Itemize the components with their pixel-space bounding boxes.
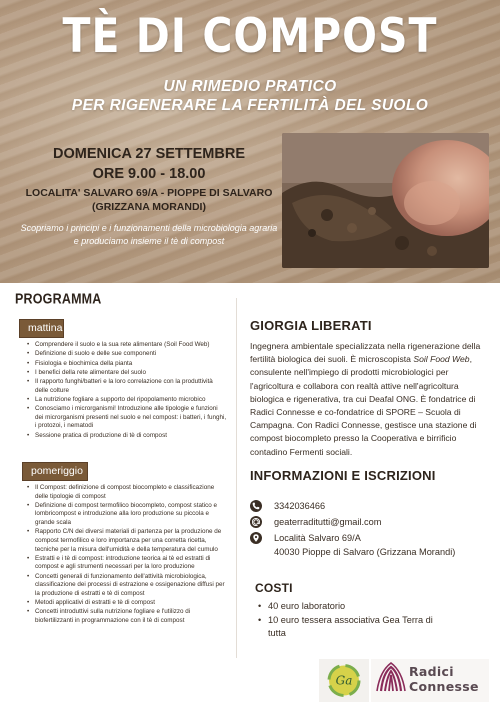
mattina-list <box>27 341 227 441</box>
speaker-bio-text: Ingegnera ambientale specializzata nella rigenerazione della fertilità biologica dei suoli. È microscopista <box>250 341 481 365</box>
list-item: • Fisiologia e biochimica della pianta <box>27 360 227 369</box>
gea-logo <box>319 659 369 702</box>
list-item: • Definizione di compost termofilico biocompleto, compost statico e lombricompost e introduzione alla loro produzione su piccola e grande scala <box>27 502 227 528</box>
list-item: • Concetti introduttivi sulla nutrizione fogliare e l'utilizzo di biofertilizzanti in programmazione con il tè di compost <box>27 608 227 625</box>
rc-line-2: Connesse <box>409 679 479 694</box>
event-location-sub: (GRIZZANA MORANDI) <box>92 201 206 213</box>
event-title: TÈ DI COMPOST <box>62 8 438 64</box>
list-item: • Rapporto C/N dei diversi materiali di partenza per la produzione de compost termofilico e loro importanza per una corretta ricetta, tecniche per la misura dell'umidità e della temperatura del cumulo <box>27 528 227 554</box>
list-item: • Estratti e i tè di compost: introduzione teorica ai tè ed estratti di compost e agli strumenti necessari per la loro produzione <box>27 555 227 572</box>
address-line-2: 40030 Pioppe di Salvaro (Grizzana Morandi) <box>274 547 456 557</box>
location-pin-icon <box>250 532 262 544</box>
list-item: • Definizione di suolo e delle sue componenti <box>27 350 227 359</box>
list-item: • La nutrizione fogliare a supporto del ripopolamento microbico <box>27 396 227 405</box>
list-item: • 10 euro tessera associativa Gea Terra di tutta <box>258 614 438 641</box>
rc-line-1: Radici <box>409 664 454 679</box>
pomeriggio-list <box>27 484 227 626</box>
compost-photo-image <box>282 133 489 268</box>
column-divider <box>236 298 237 658</box>
radici-connesse-logo <box>371 659 489 702</box>
event-intro: Scopriamo i principi e i funzionamenti della microbiologia agraria e produciamo insieme il tè di compost <box>20 223 278 246</box>
phone-number[interactable]: 3342036466 <box>274 501 326 511</box>
gea-logo-text: Ga <box>335 673 353 688</box>
event-location: LOCALITA' SALVARO 69/A - PIOPPE DI SALVARO <box>25 187 273 199</box>
costi-title: COSTI <box>255 581 293 595</box>
phone-icon <box>250 500 262 512</box>
pomeriggio-label: pomeriggio <box>22 462 88 481</box>
list-item: • Il rapporto funghi/batteri e la loro correlazione con la produttività delle colture <box>27 378 227 395</box>
address <box>274 531 484 559</box>
email-address[interactable]: geaterradituttі@gmail.com <box>274 517 382 527</box>
subtitle-line-2: PER RIGENERARE LA FERTILITÀ DEL SUOLO <box>71 97 429 114</box>
compost-photo <box>282 133 489 268</box>
event-time: ORE 9.00 - 18.00 <box>92 166 206 182</box>
costi-list <box>258 600 438 641</box>
event-date: DOMENICA 27 SETTEMBRE <box>52 146 245 162</box>
speaker-bio-text-2: , consulente nell'impiego di prodotti microbiologici per l'agricoltura e collabora con realtà attive nell'agricoltura biologica e rigenerativa, tra cui Deafal ONG. È fondatrice di Radici Connesse e co-fondatrice di SPORE – Scuola di Campagna. Con Radici Connesse, gestisce una stazione di compost biocompleto presso la Cooperativa e birrificio contadino Fermenti sociali. <box>250 354 477 457</box>
list-item: • Sessione pratica di produzione di tè di compost <box>27 432 227 441</box>
list-item: • I benefici della rete alimentare del suolo <box>27 369 227 378</box>
subtitle-line-1: UN RIMEDIO PRATICO <box>163 78 337 95</box>
hero-banner <box>0 0 500 283</box>
info-title: INFORMAZIONI E ISCRIZIONI <box>250 468 436 483</box>
list-item: • Concetti generali di funzionamento dell'attività microbiologica, classificazione dei processi di estrazione e ossigenazione diffusi per la produzione di estratti e tè di compost <box>27 573 227 599</box>
list-item: • 40 euro laboratorio <box>258 600 438 614</box>
list-item: • Metodi applicativi di estratti e tè di compost <box>27 599 227 608</box>
speaker-bio-italic: Soil Food Web <box>413 354 470 365</box>
list-item: • Comprendere il suolo e la sua rete alimentare (Soil Food Web) <box>27 341 227 350</box>
address-line-1: Località Salvaro 69/A <box>274 533 361 543</box>
mattina-label: mattina <box>19 319 64 338</box>
speaker-name: GIORGIA LIBERATI <box>250 318 372 333</box>
email-icon <box>250 516 262 528</box>
programma-title: PROGRAMMA <box>15 290 102 308</box>
list-item: • Il Compost: definizione di compost biocompleto e classificazione delle tipologie di compost <box>27 484 227 501</box>
list-item: • Conosciamo i microrganismi! Introduzione alle tipologie e funzioni dei microrganismi presenti nel suolo e nel compost: i batteri, i funghi, i protozoi, i nematodi <box>27 405 227 431</box>
speaker-bio <box>250 340 482 459</box>
radici-connesse-text <box>409 664 479 694</box>
